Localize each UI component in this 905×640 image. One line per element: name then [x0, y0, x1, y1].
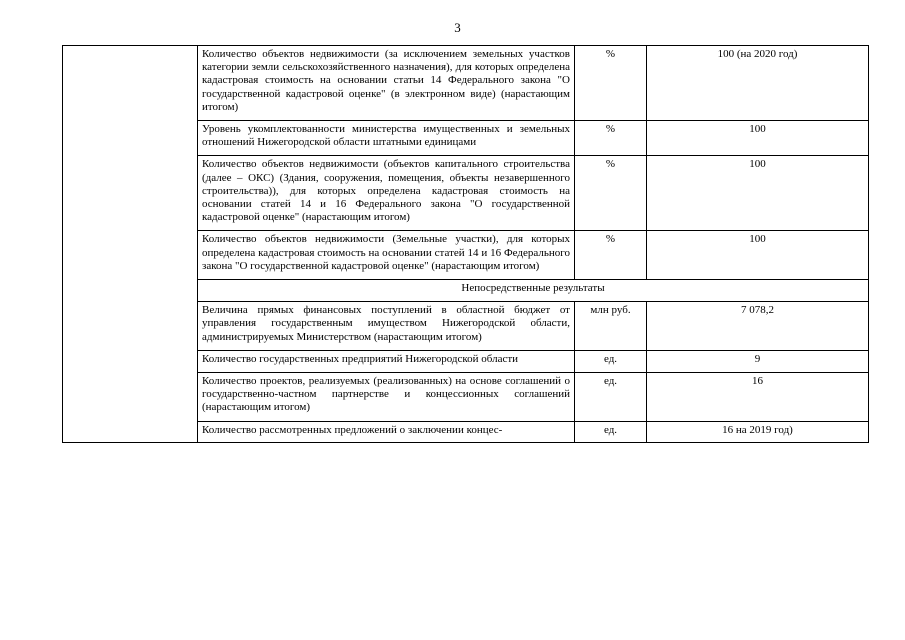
page-number: 3 — [454, 20, 461, 35]
indicator-value: 16 на 2019 год) — [647, 421, 869, 442]
section-heading: Непосредственные результаты — [198, 280, 869, 302]
table-row — [63, 46, 869, 121]
indicator-value: 16 — [647, 373, 869, 422]
indicator-unit: млн руб. — [575, 302, 647, 351]
indicator-unit: % — [575, 121, 647, 156]
indicator-name: Количество объектов недвижимости (объектов капитального строительства (далее – ОКС) (Здания, сооружения, помещения, объекты незавершенного строительства)), для которых определена кадастровая стоимость на основании статей 14 и 16 Федерального закона "О государственной кадастровой оценке" (нарастающим итогом) — [198, 156, 575, 231]
indicator-name: Количество рассмотренных предложений о заключении концес- — [198, 421, 575, 442]
indicator-value: 100 — [647, 121, 869, 156]
indicator-unit: ед. — [575, 350, 647, 372]
indicator-unit: ед. — [575, 421, 647, 442]
goal-cell — [63, 46, 198, 443]
indicator-value: 100 — [647, 156, 869, 231]
indicator-unit: % — [575, 156, 647, 231]
indicator-unit: ед. — [575, 373, 647, 422]
indicator-name: Количество объектов недвижимости (Земельные участки), для которых определена кадастровая стоимость на основании статей 14 и 16 Федерального закона "О государственной кадастровой оценке" (нарастающим итогом) — [198, 231, 575, 280]
indicator-value: 7 078,2 — [647, 302, 869, 351]
indicator-name: Величина прямых финансовых поступлений в областной бюджет от управления государственным имуществом Нижегородской области, администрируемых Министерством (нарастающим итогом) — [198, 302, 575, 351]
indicator-value: 9 — [647, 350, 869, 372]
indicator-name: Количество государственных предприятий Нижегородской области — [198, 350, 575, 372]
indicator-value: 100 (на 2020 год) — [647, 46, 869, 121]
indicators-table — [62, 45, 869, 443]
indicator-name: Количество проектов, реализуемых (реализованных) на основе соглашений о государственно-частном партнерстве и концессионных соглашений (нарастающим итогом) — [198, 373, 575, 422]
indicator-unit: % — [575, 231, 647, 280]
indicator-value: 100 — [647, 231, 869, 280]
indicator-name: Уровень укомплектованности министерства имущественных и земельных отношений Нижегородской области штатными единицами — [198, 121, 575, 156]
indicator-name: Количество объектов недвижимости (за исключением земельных участков категории земли сельскохозяйственного назначения), для которых определена кадастровая стоимость на основании статьи 14 Федерального закона "О государственной кадастровой оценке" (в электронном виде) (нарастающим итогом) — [198, 46, 575, 121]
indicator-unit: % — [575, 46, 647, 121]
